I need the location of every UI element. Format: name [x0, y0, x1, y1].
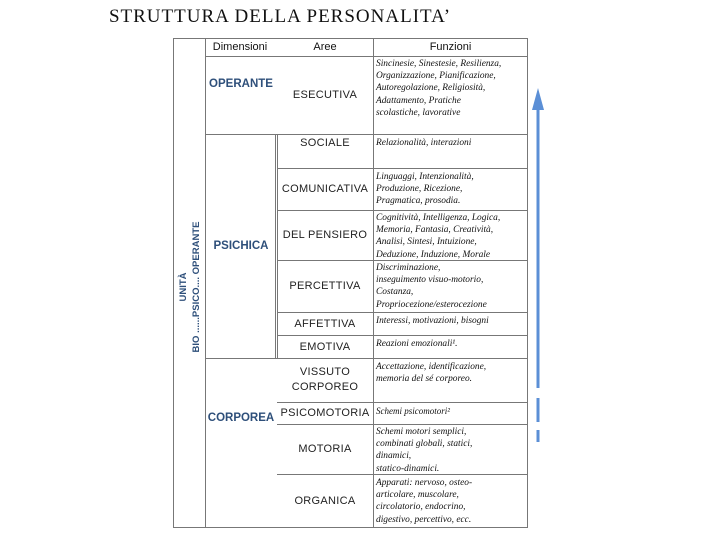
functions-psicomotoria: Schemi psicomotori² [376, 406, 450, 416]
dimension-corporea: CORPOREA [207, 412, 275, 424]
arrow-dash-1 [537, 398, 540, 422]
area-percettiva: PERCETTIVA [289, 280, 361, 292]
functions-affettiva: Interessi, motivazioni, bisogni [376, 316, 489, 326]
area-sociale: SOCIALE [300, 136, 350, 149]
area-vissuto-corporeo: VISSUTO CORPOREO [291, 366, 359, 393]
area-emotiva: EMOTIVA [299, 340, 351, 353]
area-affettiva: AFFETTIVA [294, 317, 356, 330]
area-psicomotoria: PSICOMOTORIA [280, 407, 370, 419]
header-aree: Aree [313, 41, 337, 53]
functions-emotiva: Reazioni emozionali¹. [376, 339, 458, 349]
area-esecutiva: ESECUTIVA [292, 89, 358, 101]
arrow-dash-2 [537, 430, 540, 442]
arrow-shaft [537, 106, 540, 388]
area-comunicativa: COMUNICATIVA [281, 183, 369, 195]
header-funzioni: Funzioni [429, 41, 472, 53]
functions-sociale: Relazionalità, interazioni [376, 138, 472, 148]
page-title: STRUTTURA DELLA PERSONALITA’ [108, 6, 452, 27]
personality-table [173, 38, 528, 528]
functions-percettiva: Discriminazione, inseguimento visuo-motorio, Costanza, Propriocezione/esterocezione [376, 263, 487, 310]
header-dimensioni: Dimensioni [212, 41, 268, 53]
dimension-psichica: PSICHICA [213, 240, 269, 252]
functions-organica: Apparati: nervoso, osteo- articolare, muscolare, circolatorio, endocrino, digestivo, percettivo, ecc. [376, 478, 473, 525]
functions-motoria: Schemi motori semplici, combinati globali, statici, dinamici, statico-dinamici. [376, 427, 473, 474]
area-organica: ORGANICA [294, 494, 356, 507]
dimension-operante: OPERANTE [209, 78, 273, 90]
development-arrow [528, 88, 548, 448]
functions-comunicativa: Linguaggi, Intenzionalità, Produzione, Ricezione, Pragmatica, prosodia. [376, 172, 474, 207]
functions-del-pensiero: Cognitività, Intelligenza, Logica, Memoria, Fantasia, Creatività, Analisi, Sintesi, Intuizione, Deduzione, Induzione, Morale [376, 213, 501, 260]
area-motoria: MOTORIA [298, 443, 352, 455]
functions-esecutiva: Sincinesie, Sinestesie, Resilienza, Organizzazione, Pianificazione, Autoregolazione, Religiosità, Adattamento, Pratiche scolastiche, lavorative [376, 59, 502, 118]
area-del-pensiero: DEL PENSIERO [282, 229, 368, 241]
unit-label [173, 45, 206, 528]
functions-vissuto-corporeo: Accettazione, identificazione, memoria del sé corporeo. [376, 362, 487, 385]
unit-label-line1: UNITÀ [177, 271, 189, 302]
unit-label-line2: BIO ......PSICO.... OPERANTE [190, 221, 202, 352]
